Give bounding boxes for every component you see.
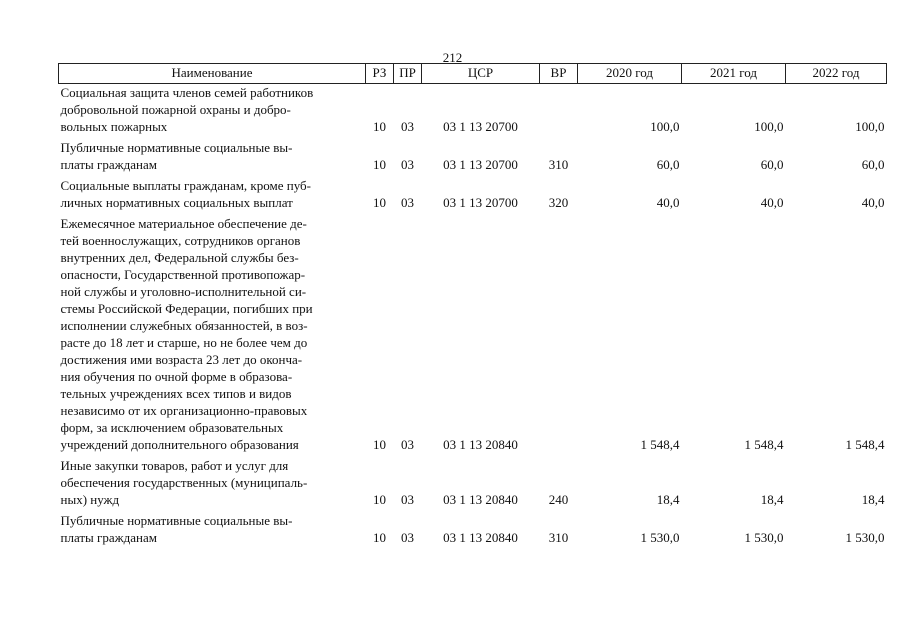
row-csr: 03 1 13 20840 (443, 437, 518, 452)
row-name-line: обеспечения государственных (муниципаль- (60, 475, 308, 490)
row-name-line: Ежемесячное материальное обеспечение де- (60, 216, 307, 231)
row-pr: 03 (401, 530, 414, 545)
row-csr: 03 1 13 20700 (443, 157, 518, 172)
row-name-line: Иные закупки товаров, работ и услуг для (60, 458, 289, 473)
header-rz: РЗ (366, 64, 394, 84)
page-number: 212 (442, 50, 463, 65)
row-name-line: вольных пожарных (60, 119, 168, 134)
row-rz: 10 (373, 530, 386, 545)
row-vr: 240 (548, 492, 569, 507)
row-name-line: Публичные нормативные социальные вы- (60, 513, 293, 528)
row-name-line: достижения ими возраста 23 лет до оконча- (60, 352, 303, 367)
row-name (59, 215, 366, 457)
row-value-2021: 40,0 (760, 195, 784, 210)
row-name-line: внутренних дел, Федеральной службы без- (60, 250, 299, 265)
row-name-line: платы гражданам (60, 157, 157, 172)
row-vr: 310 (548, 157, 569, 172)
row-value-2020: 100,0 (650, 119, 680, 134)
row-name-line: форм, за исключением образовательных (60, 420, 284, 435)
header-name: Наименование (59, 64, 366, 84)
row-name-line: исполнении служебных обязанностей, в воз- (60, 318, 308, 333)
row-name-line: Социальные выплаты гражданам, кроме пуб- (60, 178, 311, 193)
row-value-2022: 100,0 (855, 119, 885, 134)
row-value-2022: 1 530,0 (845, 530, 885, 545)
row-csr: 03 1 13 20700 (443, 195, 518, 210)
row-rz: 10 (373, 492, 386, 507)
row-name-line: опасности, Государственной противопожар- (60, 267, 306, 282)
row-vr (540, 215, 578, 457)
row-csr: 03 1 13 20700 (443, 119, 518, 134)
row-rz: 10 (373, 157, 386, 172)
row-pr: 03 (401, 157, 414, 172)
row-csr: 03 1 13 20840 (443, 492, 518, 507)
header-2022: 2022 год (786, 64, 887, 84)
row-value-2021: 100,0 (754, 119, 784, 134)
row-name (59, 457, 366, 512)
row-value-2021: 1 530,0 (744, 530, 784, 545)
row-vr: 320 (548, 195, 569, 210)
row-name (59, 84, 366, 140)
table-row (59, 139, 887, 177)
row-pr: 03 (401, 195, 414, 210)
row-vr (540, 84, 578, 140)
row-pr: 03 (401, 437, 414, 452)
row-name (59, 512, 366, 550)
row-rz: 10 (373, 195, 386, 210)
table-row (59, 512, 887, 550)
row-name-line: личных нормативных социальных выплат (60, 195, 293, 210)
row-name-line: добровольной пожарной охраны и добро- (60, 102, 291, 117)
row-value-2022: 18,4 (861, 492, 885, 507)
header-2020: 2020 год (578, 64, 682, 84)
row-value-2022: 1 548,4 (845, 437, 885, 452)
row-name-line: тей военнослужащих, сотрудников органов (60, 233, 301, 248)
table-row (59, 177, 887, 215)
row-value-2021: 60,0 (760, 157, 784, 172)
row-name-line: ных) нужд (60, 492, 120, 507)
table-row (59, 215, 887, 457)
row-name-line: тельных учреждениях всех типов и видов (60, 386, 292, 401)
header-2021: 2021 год (682, 64, 786, 84)
row-name-line: ния обучения по очной форме в образова- (60, 369, 293, 384)
table-row (59, 84, 887, 140)
row-name-line: расте до 18 лет и старше, но не более чем до (60, 335, 308, 350)
table-row (59, 457, 887, 512)
row-rz: 10 (373, 119, 386, 134)
row-name-line: учреждений дополнительного образования (60, 437, 299, 452)
row-csr: 03 1 13 20840 (443, 530, 518, 545)
row-pr: 03 (401, 492, 414, 507)
row-name-line: стемы Российской Федерации, погибших при (60, 301, 313, 316)
row-name (59, 177, 366, 215)
row-name-line: независимо от их организационно-правовых (60, 403, 308, 418)
row-value-2022: 40,0 (861, 195, 885, 210)
row-vr: 310 (548, 530, 569, 545)
row-value-2020: 60,0 (656, 157, 680, 172)
row-name (59, 139, 366, 177)
header-row (59, 64, 887, 84)
row-pr: 03 (401, 119, 414, 134)
row-value-2021: 18,4 (760, 492, 784, 507)
header-pr: ПР (394, 64, 422, 84)
row-name-line: Социальная защита членов семей работников (60, 85, 314, 100)
row-name-line: платы гражданам (60, 530, 157, 545)
row-value-2020: 1 530,0 (640, 530, 680, 545)
row-value-2020: 40,0 (656, 195, 680, 210)
table-body (59, 84, 887, 551)
row-value-2022: 60,0 (861, 157, 885, 172)
header-vr: ВР (540, 64, 578, 84)
row-value-2020: 1 548,4 (640, 437, 680, 452)
row-rz: 10 (373, 437, 386, 452)
row-value-2021: 1 548,4 (744, 437, 784, 452)
row-value-2020: 18,4 (656, 492, 680, 507)
row-name-line: ной службы и уголовно-исполнительной си- (60, 284, 307, 299)
budget-table (58, 63, 887, 550)
header-csr: ЦСР (422, 64, 540, 84)
row-name-line: Публичные нормативные социальные вы- (60, 140, 293, 155)
